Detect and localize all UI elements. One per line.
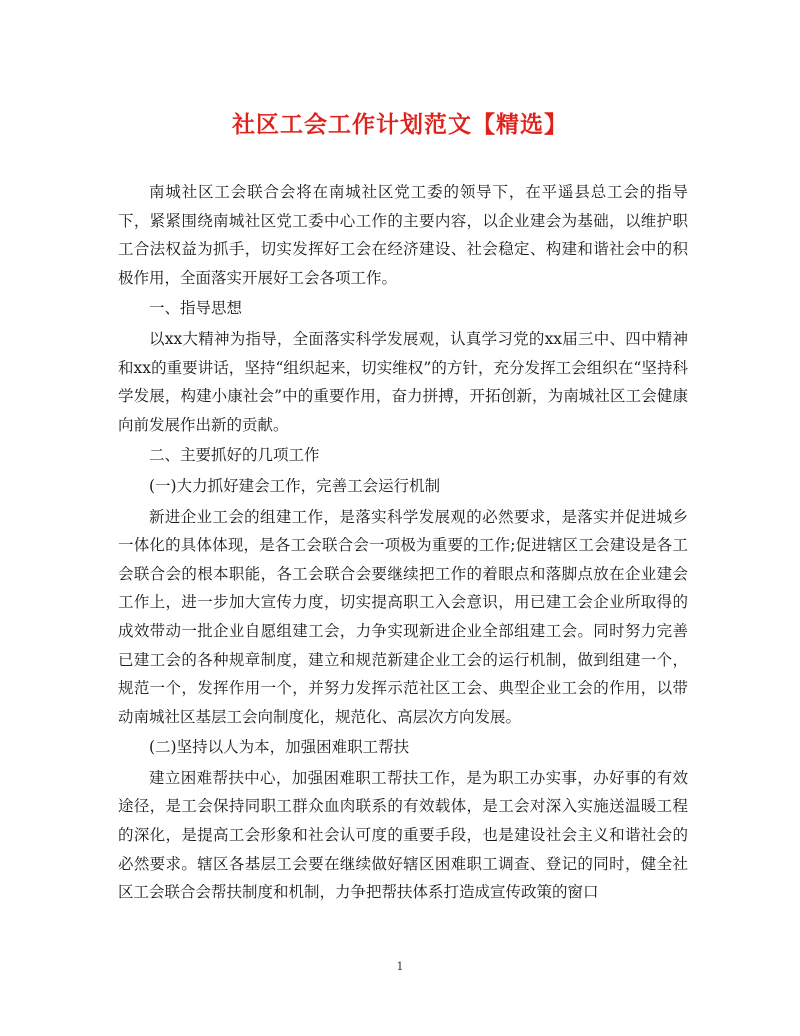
section-heading-guiding-ideology: 一、指导思想 [149, 299, 243, 318]
subsection-heading-2: (二)坚持以人为本，加强困难职工帮扶 [149, 738, 410, 757]
subsection-1-paragraph: 新进企业工会的组建工作，是落实科学发展观的必然要求，是落实并促进城乡一体化的具体体现，是各工会联合会一项极为重要的工作;促进辖区工会建设是各工会联合会的根本职能，各工会联合会要继续把工作的着眼点和落脚点放在企业建会工作上，进一步加大宣传力度，切实提高职工入会意识，用已建工会企业所取得的成效带动一批企业自愿组建工会，力争实现新进企业全部组建工会。同时努力完善已建工会的各种规章制度，建立和规范新建企业工会的运行机制，做到组建一个，规范一个，发挥作用一个，并努力发挥示范社区工会、典型企业工会的作用，以带动南城社区基层工会向制度化，规范化、高层次方向发展。 [118, 507, 688, 726]
page-number: 1 [396, 960, 404, 973]
section-heading-main-tasks: 二、主要抓好的几项工作 [149, 446, 320, 465]
guiding-ideology-paragraph: 以xx大精神为指导，全面落实科学发展观，认真学习党的xx届三中、四中精神和xx的重要讲话，坚持“组织起来，切实维权”的方针，充分发挥工会组织在“坚持科学发展，构建小康社会”中的重要作用，奋力拼搏，开拓创新，为南城社区工会健康向前发展作出新的贡献。 [118, 329, 688, 434]
subsection-2-paragraph: 建立困难帮扶中心，加强困难职工帮扶工作，是为职工办实事，办好事的有效途径，是工会保持同职工群众血肉联系的有效载体，是工会对深入实施送温暖工程的深化，是提高工会形象和社会认可度的重要手段，也是建设社会主义和谐社会的必然要求。辖区各基层工会要在继续做好辖区困难职工调查、登记的同时，健全社区工会联合会帮扶制度和机制，力争把帮扶体系打造成宣传政策的窗口 [118, 768, 688, 902]
document-body [118, 178, 688, 909]
document-title: 社区工会工作计划范文【精选】 [232, 111, 568, 138]
intro-paragraph: 南城社区工会联合会将在南城社区党工委的领导下，在平遥县总工会的指导下，紧紧围绕南城社区党工委中心工作的主要内容，以企业建会为基础，以维护职工合法权益为抓手，切实发挥好工会在经济建设、社会稳定、构建和谐社会中的积极作用，全面落实开展好工会各项工作。 [118, 183, 688, 287]
subsection-heading-1: (一)大力抓好建会工作，完善工会运行机制 [149, 476, 441, 495]
